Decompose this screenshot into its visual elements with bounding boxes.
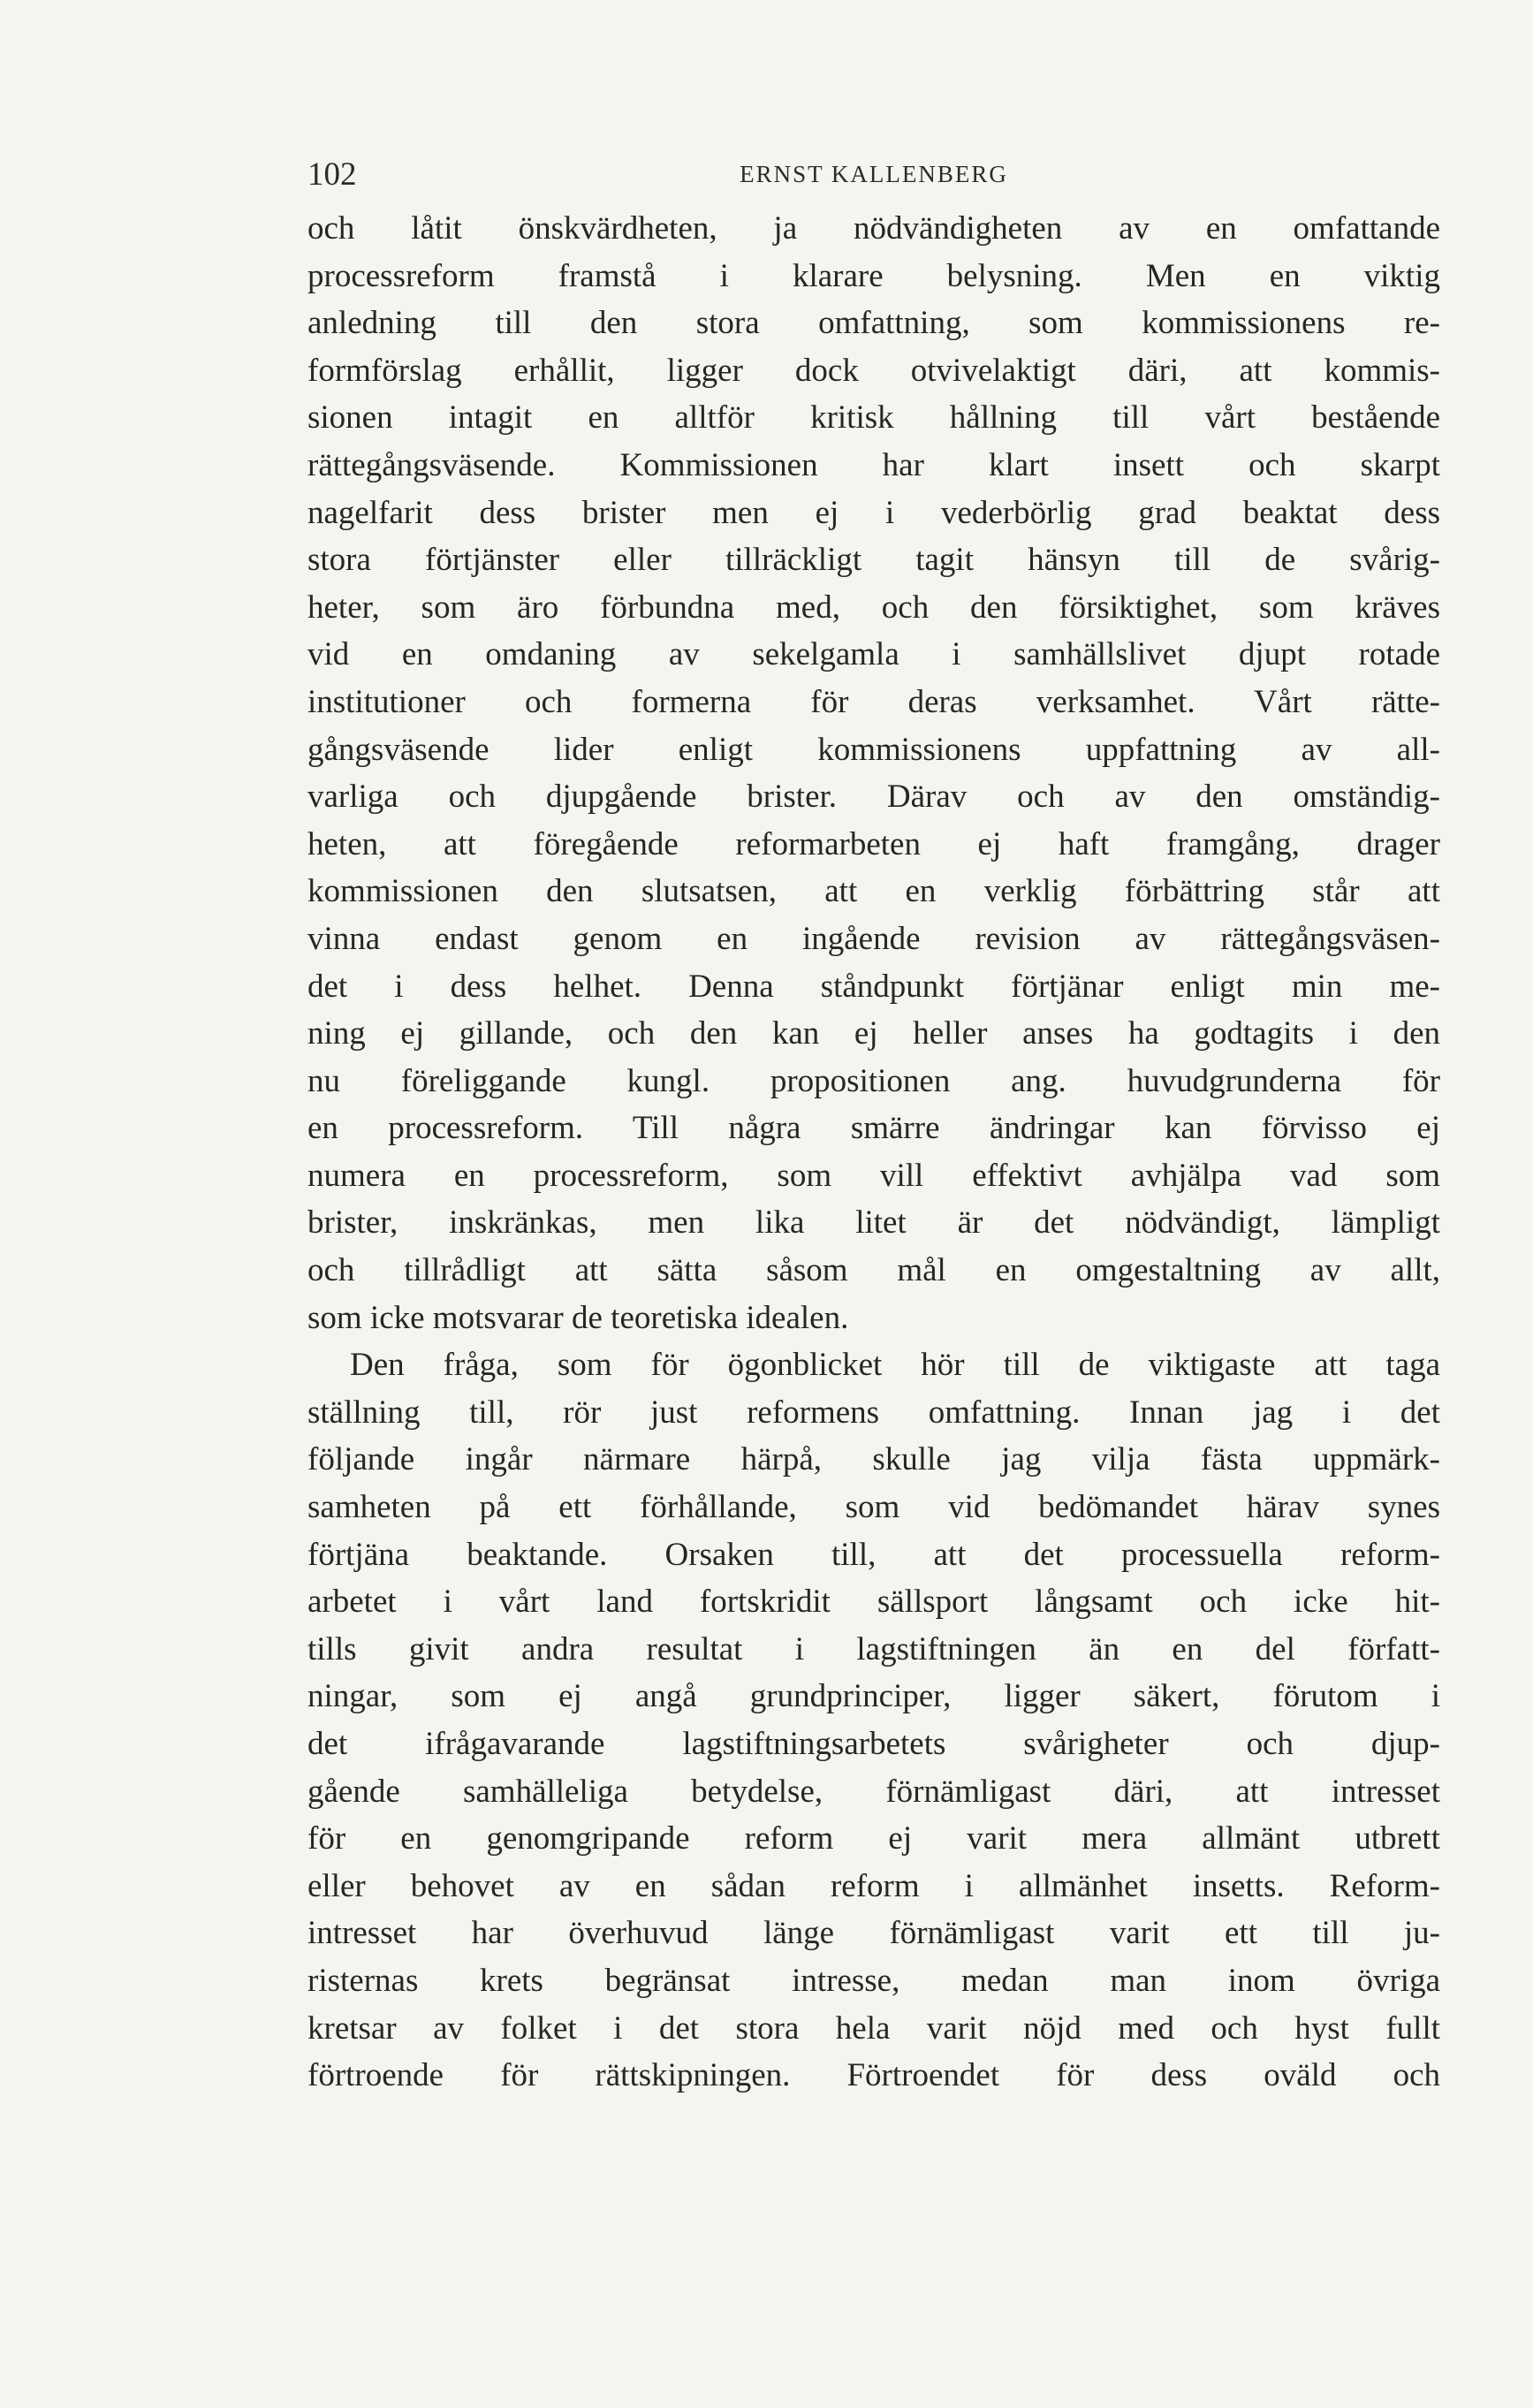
text-line: gångsväsende lider enligt kommissionens uppfattning av all- — [307, 731, 1440, 768]
text-line: samheten på ett förhållande, som vid bedömandet härav synes — [307, 1489, 1440, 1526]
text-line: och låtit önskvärdheten, ja nödvändigheten av en omfattande — [307, 210, 1440, 247]
text-line: heter, som äro förbundna med, och den försiktighet, som kräves — [307, 589, 1440, 626]
text-line: sionen intagit en alltför kritisk hållning till vårt bestående — [307, 399, 1440, 437]
page-header — [307, 148, 1440, 201]
text-line: heten, att föregående reformarbeten ej haft framgång, drager — [307, 825, 1440, 862]
text-line: för en genomgripande reform ej varit mera allmänt utbrett — [307, 1820, 1440, 1857]
text-line: rättegångsväsende. Kommissionen har klart insett och skarpt — [307, 446, 1440, 483]
text-line: varliga och djupgående brister. Därav och av den omständig- — [307, 779, 1440, 816]
text-line: tills givit andra resultat i lagstiftningen än en del författ- — [307, 1630, 1440, 1667]
text-line: det i dess helhet. Denna ståndpunkt förtjänar enligt min me- — [307, 968, 1440, 1005]
text-line: nagelfarit dess brister men ej i vederbörlig grad beaktat dess — [307, 494, 1440, 531]
text-line: som icke motsvarar de teoretiska idealen. — [307, 1299, 849, 1336]
text-line: kretsar av folket i det stora hela varit nöjd med och hyst fullt — [307, 2009, 1440, 2047]
text-line: följande ingår närmare härpå, skulle jag vilja fästa uppmärk- — [307, 1441, 1440, 1478]
text-line: numera en processreform, som vill effektivt avhjälpa vad som — [307, 1157, 1440, 1194]
text-line: institutioner och formerna för deras verksamhet. Vårt rätte- — [307, 683, 1440, 720]
text-line: gående samhälleliga betydelse, förnämligast däri, att intresset — [307, 1773, 1440, 1810]
text-line: stora förtjänster eller tillräckligt tagit hänsyn till de svårig- — [307, 542, 1440, 579]
text-line: ning ej gillande, och den kan ej heller anses ha godtagits i den — [307, 1015, 1440, 1052]
text-line: processreform framstå i klarare belysning. Men en viktig — [307, 257, 1440, 294]
text-line: en processreform. Till några smärre ändringar kan förvisso ej — [307, 1110, 1440, 1147]
text-line: anledning till den stora omfattning, som kommissionens re- — [307, 305, 1440, 342]
text-line: ningar, som ej angå grundprinciper, ligger säkert, förutom i — [307, 1678, 1440, 1715]
text-line: ställning till, rör just reformens omfattning. Innan jag i det — [307, 1394, 1440, 1431]
text-line: formförslag erhållit, ligger dock otvivelaktigt däri, att kommis- — [307, 352, 1440, 389]
text-line: det ifrågavarande lagstiftningsarbetets svårigheter och djup- — [307, 1726, 1440, 1762]
text-line: vinna endast genom en ingående revision av rättegångsväsen- — [307, 920, 1440, 957]
text-line: intresset har överhuvud länge förnämligast varit ett till ju- — [307, 1915, 1440, 1952]
page-number: 102 — [307, 156, 357, 193]
text-line: arbetet i vårt land fortskridit sällsport långsamt och icke hit- — [307, 1584, 1440, 1621]
text-line: Den fråga, som för ögonblicket hör till de viktigaste att taga — [350, 1347, 1440, 1384]
text-line: vid en omdaning av sekelgamla i samhällslivet djupt rotade — [307, 636, 1440, 673]
running-head: ERNST KALLENBERG — [740, 161, 1008, 187]
text-line: nu föreliggande kungl. propositionen ang. huvudgrunderna för — [307, 1062, 1440, 1099]
text-line: förtroende för rättskipningen. Förtroendet för dess oväld och — [307, 2057, 1440, 2094]
text-line: risternas krets begränsat intresse, medan man inom övriga — [307, 1962, 1440, 1999]
text-line: brister, inskränkas, men lika litet är det nödvändigt, lämpligt — [307, 1204, 1440, 1242]
text-line: och tillrådligt att sätta såsom mål en omgestaltning av allt, — [307, 1252, 1440, 1289]
body-text — [307, 205, 1440, 2100]
text-line: eller behovet av en sådan reform i allmänhet insetts. Reform- — [307, 1867, 1440, 1904]
text-line: kommissionen den slutsatsen, att en verklig förbättring står att — [307, 873, 1440, 910]
text-line: förtjäna beaktande. Orsaken till, att det processuella reform- — [307, 1536, 1440, 1573]
